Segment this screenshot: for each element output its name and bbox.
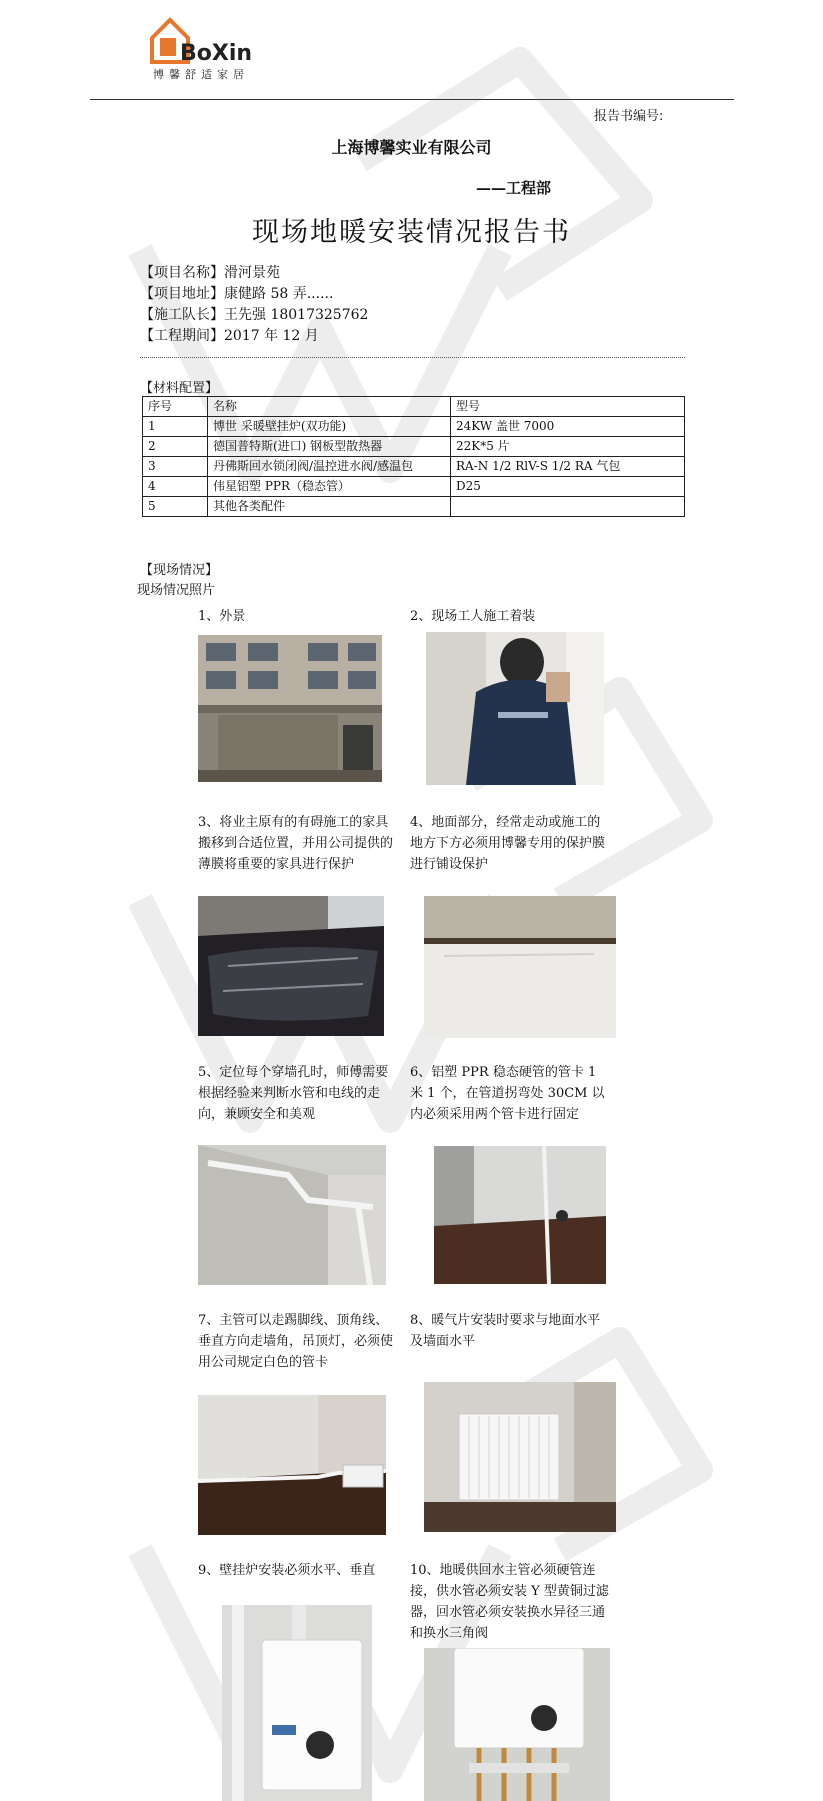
- boiler-photo: [222, 1605, 372, 1801]
- pipe-clamp-photo: [434, 1146, 606, 1284]
- table-row: [143, 437, 685, 457]
- caption-1: 1、外景: [198, 609, 246, 624]
- caption-4: 4、地面部分，经常走动或施工的地方下方必须用博馨专用的保护膜进行铺设保护: [410, 815, 606, 872]
- worker-uniform-photo: [426, 632, 604, 785]
- caption-3: 3、将业主原有的有碍施工的家具搬移到合适位置，并用公司提供的薄膜将重要的家具进行保护: [198, 815, 394, 872]
- table-cell: 其他各类配件: [208, 497, 451, 517]
- table-cell: 3: [143, 457, 208, 477]
- table-row: [143, 457, 685, 477]
- table-row: [143, 497, 685, 517]
- table-header-row: [143, 397, 685, 417]
- project-leader: 【施工队长】王先强 18017325762: [140, 307, 369, 323]
- caption-2: 2、现场工人施工着装: [410, 609, 536, 624]
- table-row: [143, 417, 685, 437]
- furniture-film-photo: [198, 896, 384, 1036]
- header-cell: 型号: [451, 397, 685, 417]
- table-cell: [451, 497, 685, 517]
- materials-heading: 【材料配置】: [140, 381, 219, 396]
- table-cell: D25: [451, 477, 685, 497]
- table-cell: 博世 采暖壁挂炉(双功能): [208, 417, 451, 437]
- building-exterior-photo: [198, 635, 382, 782]
- table-cell: 2: [143, 437, 208, 457]
- scene-heading: 【现场情况】: [140, 563, 219, 578]
- caption-5: 5、定位每个穿墙孔时，师傅需要根据经验来判断水管和电线的走向，兼顾安全和美观: [198, 1065, 389, 1122]
- project-address: 【项目地址】康健路 58 弄......: [140, 286, 334, 302]
- table-cell: RA-N 1/2 RlV-S 1/2 RA 气包: [451, 457, 685, 477]
- company-name: 上海博馨实业有限公司: [331, 138, 492, 157]
- report-number-label: 报告书编号:: [594, 109, 664, 124]
- header-cell: 序号: [143, 397, 208, 417]
- boiler-pipes-photo: [424, 1648, 610, 1801]
- table-cell: 德国普特斯(进口) 钢板型散热器: [208, 437, 451, 457]
- header-rule: [90, 99, 734, 100]
- table-cell: 1: [143, 417, 208, 437]
- project-period: 【工程期间】2017 年 12 月: [140, 328, 319, 344]
- header-cell: 名称: [208, 397, 451, 417]
- project-name: 【项目名称】滑河景苑: [140, 265, 280, 281]
- table-cell: 伟星铝塑 PPR（稳态管）: [208, 477, 451, 497]
- table-cell: 5: [143, 497, 208, 517]
- caption-7: 7、主管可以走踢脚线、顶角线、垂直方向走墙角，吊顶灯，必须使用公司规定白色的管卡: [198, 1313, 394, 1370]
- table-cell: 22K*5 片: [451, 437, 685, 457]
- caption-9: 9、壁挂炉安装必须水平、垂直: [198, 1563, 376, 1578]
- floor-protection-photo: [424, 896, 616, 1038]
- materials-table: [142, 396, 685, 517]
- logo-wordmark: BoXin: [180, 41, 253, 66]
- department: ——工程部: [476, 179, 552, 197]
- table-row: [143, 477, 685, 497]
- radiator-photo: [424, 1382, 616, 1532]
- logo-tagline: 博馨舒适家居: [153, 68, 249, 81]
- report-title: 现场地暖安装情况报告书: [252, 217, 571, 248]
- skirting-pipe-photo: [198, 1395, 386, 1535]
- caption-10: 10、地暖供回水主管必须硬管连接，供水管必须安装 Y 型黄铜过滤器，回水管必须安装换水异径三通和换水三角阀: [410, 1563, 609, 1641]
- dotted-divider: [140, 357, 685, 358]
- caption-6: 6、铝塑 PPR 稳态硬管的管卡 1 米 1 个，在管道拐弯处 30CM 以内必须采用两个管卡进行固定: [410, 1065, 605, 1122]
- table-cell: 24KW 盖世 7000: [451, 417, 685, 437]
- scene-subheading: 现场情况照片: [137, 583, 216, 598]
- caption-8: 8、暖气片安装时要求与地面水平及墙面水平: [410, 1313, 601, 1349]
- table-cell: 丹佛斯回水锁闭阀/温控进水阀/感温包: [208, 457, 451, 477]
- wall-pipe-photo: [198, 1145, 386, 1285]
- table-cell: 4: [143, 477, 208, 497]
